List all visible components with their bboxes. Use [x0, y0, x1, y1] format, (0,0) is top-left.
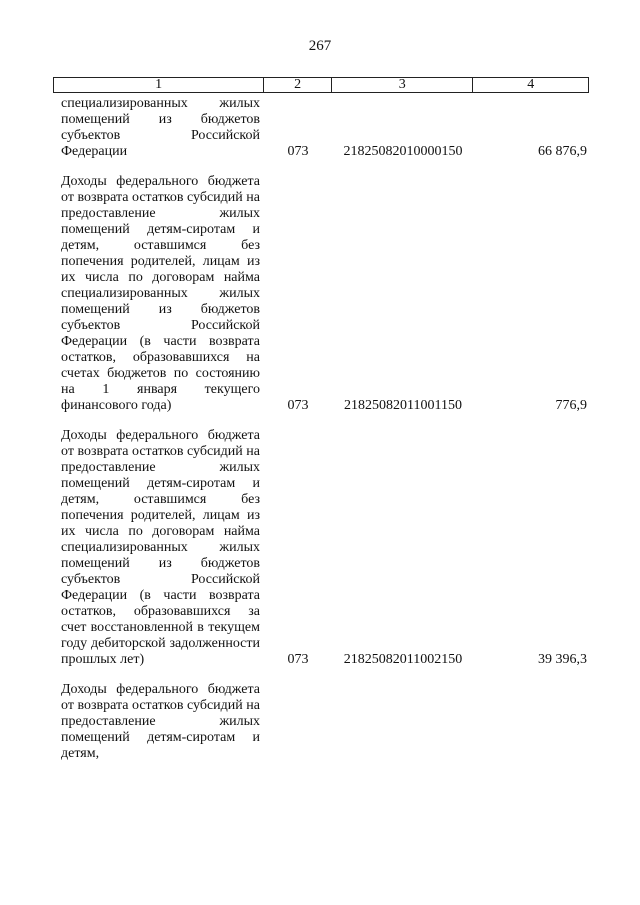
header-col-3: 3 — [332, 78, 473, 92]
header-col-2: 2 — [264, 78, 332, 92]
table-body — [0, 96, 640, 762]
row-admin-code: 073 — [287, 144, 309, 159]
row-amount: 66 876,9 — [538, 144, 587, 159]
row-admin-code: 073 — [287, 652, 309, 667]
header-col-4: 4 — [527, 77, 535, 92]
header-col-1: 1 — [54, 78, 264, 92]
row-amount: 776,9 — [555, 398, 587, 413]
row-kbk-code: 21825082011002150 — [343, 652, 463, 667]
table-row — [0, 174, 640, 414]
table-row — [0, 682, 640, 762]
table-row — [0, 96, 640, 160]
row-admin-code: 073 — [287, 398, 309, 413]
row-description: Доходы федерального бюджета от возврата остатков субсидий на предоставление жилых помещений детям-сиротам и детям, оставшимся без попечения родителей, лицам из их числа по договорам найма специализированных жилых помещений из бюджетов субъектов Российской Федерации (в части возврата остатков, образовавшихся на счетах бюджетов по состоянию на 1 января текущего финансового года) — [61, 174, 260, 413]
page-number: 267 — [308, 38, 332, 54]
row-kbk-code: 21825082010000150 — [343, 144, 463, 159]
row-description: специализированных жилых помещений из бюджетов субъектов Российской Федерации — [61, 96, 260, 159]
row-description: Доходы федерального бюджета от возврата остатков субсидий на предоставление жилых помещений детям-сиротам и детям, — [61, 682, 260, 761]
table-header-row — [53, 77, 589, 93]
row-kbk-code: 21825082011001150 — [344, 398, 462, 413]
table-row — [0, 428, 640, 668]
row-description: Доходы федерального бюджета от возврата остатков субсидий на предоставление жилых помещений детям-сиротам и детям, оставшимся без попечения родителей, лицам из их числа по договорам найма специализированных жилых помещений из бюджетов субъектов Российской Федерации (в части возврата остатков, образовавшихся за счет восстановленной в текущем году дебиторской задолженности прошлых лет) — [61, 428, 260, 667]
row-amount: 39 396,3 — [538, 652, 587, 667]
